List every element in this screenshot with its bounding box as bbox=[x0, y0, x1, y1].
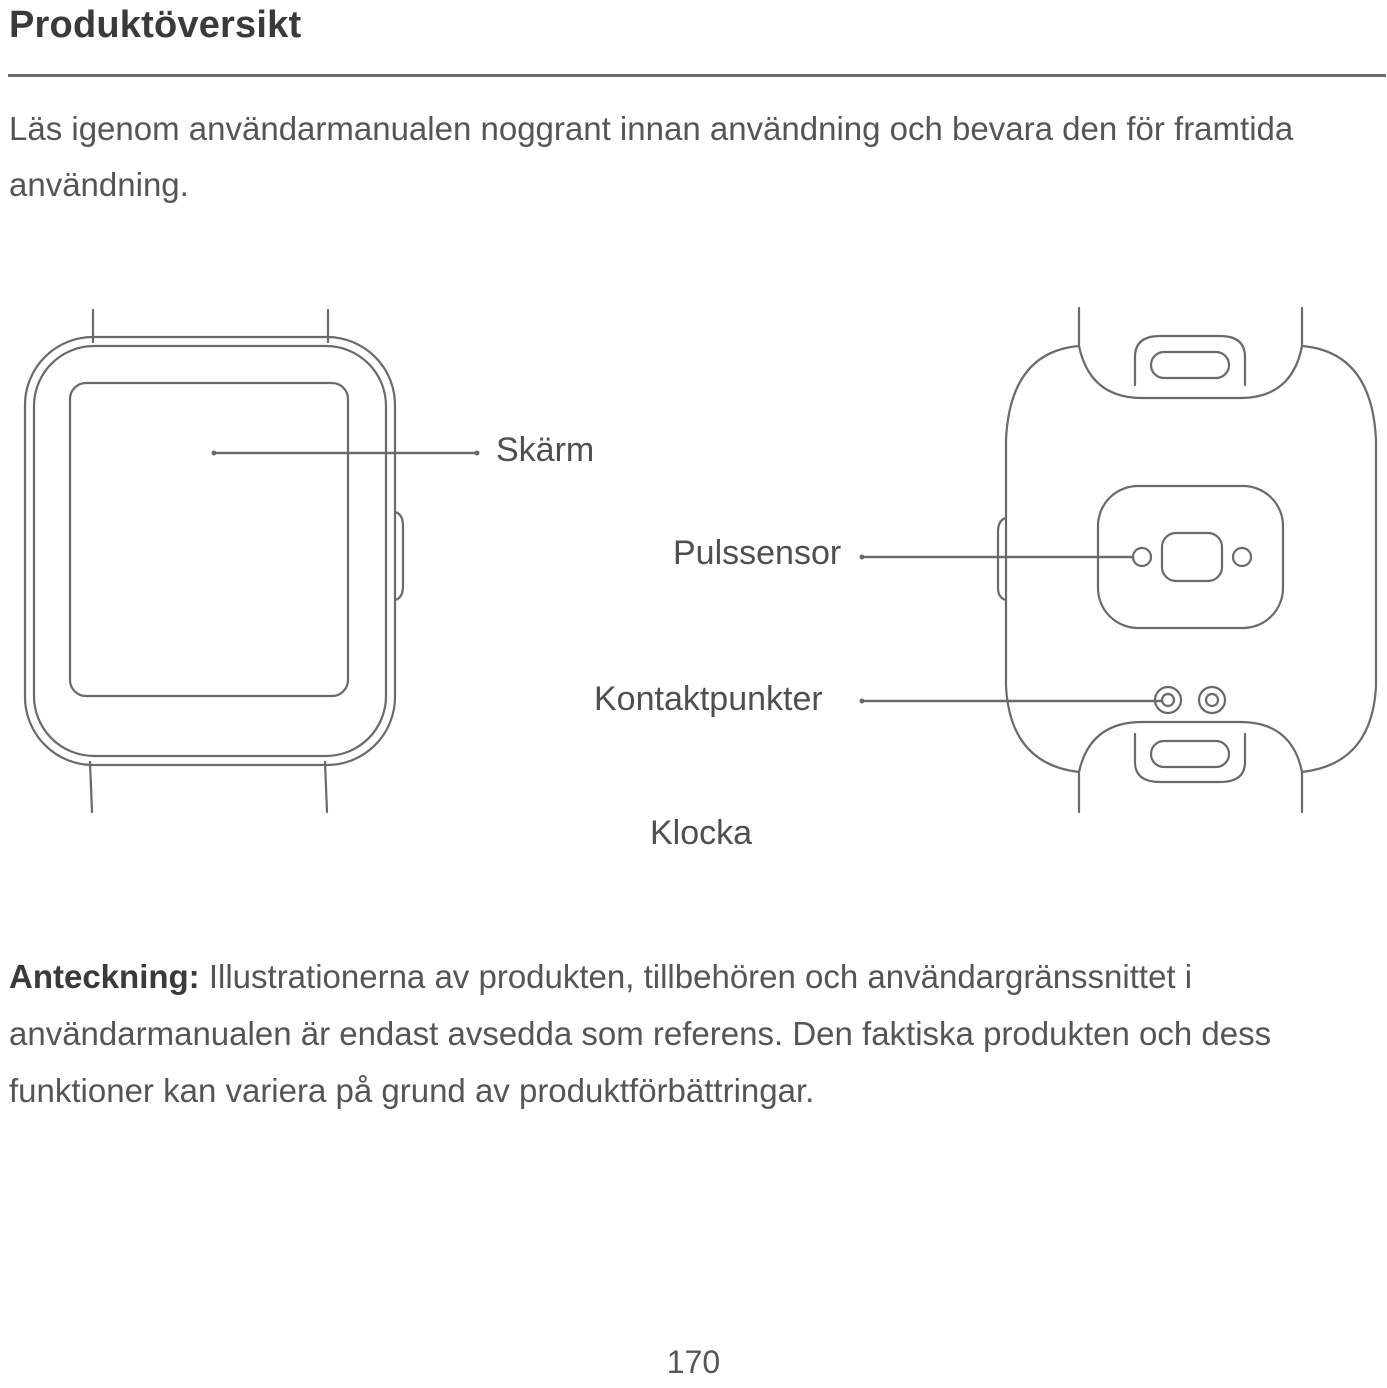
page-title: Produktöversikt bbox=[9, 4, 302, 46]
label-screen: Skärm bbox=[496, 431, 595, 469]
label-contact-points: Kontaktpunkter bbox=[594, 680, 823, 718]
note-label: Anteckning: bbox=[9, 958, 200, 995]
illustration-caption: Klocka bbox=[650, 814, 753, 852]
watch-front-view bbox=[25, 310, 480, 812]
note-text: Illustrationerna av produkten, tillbehören och användargränssnittet i användarmanualen är endast avsedda som referens. Den faktiska produkten och dess funktioner kan variera på grund av produktförbättringar. bbox=[9, 958, 1272, 1109]
page-number: 170 bbox=[666, 1344, 721, 1380]
note-paragraph bbox=[9, 948, 1369, 1119]
label-heart-rate-sensor: Pulssensor bbox=[673, 534, 842, 572]
watch-back-view bbox=[860, 308, 1377, 812]
watch-illustration bbox=[0, 290, 1387, 870]
title-divider bbox=[8, 74, 1386, 77]
intro-paragraph: Läs igenom användarmanualen noggrant innan användning och bevara den för framtida användning. bbox=[9, 110, 1294, 203]
